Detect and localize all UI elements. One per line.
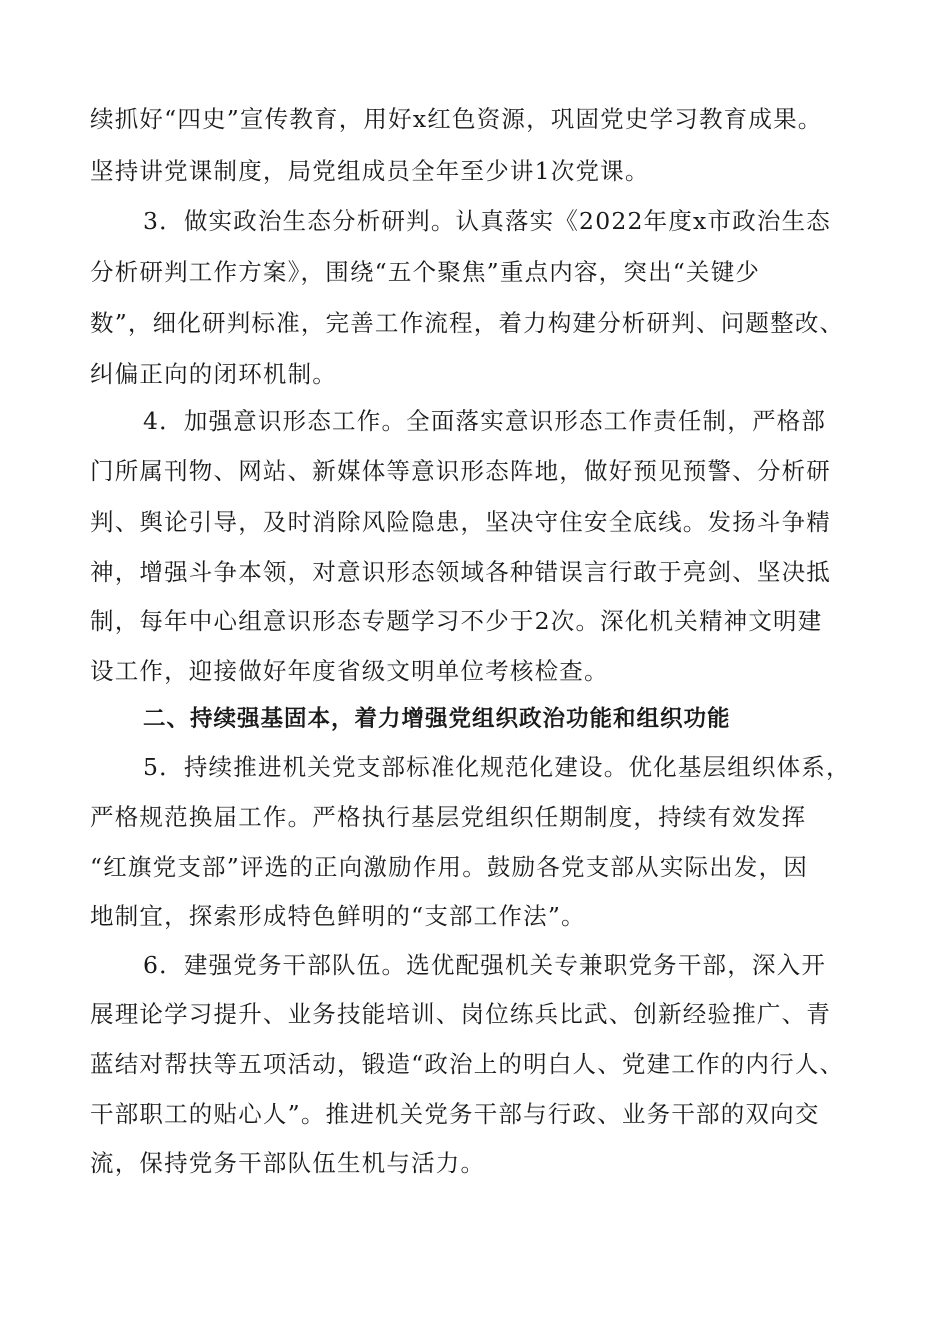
section-heading: 二、持续强基固本，着力增强党组织政治功能和组织功能 <box>143 706 731 732</box>
text-line: 纠偏正向的闭环机制。 <box>90 360 337 388</box>
text-line: 流，保持党务干部队伍生机与活力。 <box>90 1149 486 1177</box>
text-line: 判、舆论引导，及时消除风险隐患，坚决守住安全底线。发扬斗争精 <box>90 508 831 536</box>
text-line: 数”，细化研判标准，完善工作流程，着力构建分析研判、问题整改、 <box>90 309 845 337</box>
text-line: 展理论学习提升、业务技能培训、岗位练兵比武、创新经验推广、青 <box>90 1000 831 1028</box>
text-line: 地制宜，探索形成特色鲜明的“支部工作法”。 <box>90 902 586 930</box>
paragraph-6-start: 6．建强党务干部队伍。选优配强机关专兼职党务干部，深入开 <box>143 951 827 979</box>
text-line: 制，每年中心组意识形态专题学习不少于2次。深化机关精神文明建 <box>90 607 823 635</box>
text-line: 神，增强斗争本领，对意识形态领域各种错误言行敢于亮剑、坚决抵 <box>90 558 831 586</box>
paragraph-4-start: 4．加强意识形态工作。全面落实意识形态工作责任制，严格部 <box>143 407 827 435</box>
text-line: “红旗党支部”评选的正向激励作用。鼓励各党支部从实际出发，因 <box>90 853 809 881</box>
paragraph-5-start: 5．持续推进机关党支部标准化规范化建设。优化基层组织体系， <box>143 753 851 781</box>
paragraph-3-start: 3．做实政治生态分析研判。认真落实《2022年度x市政治生态 <box>143 207 832 235</box>
text-line: 设工作，迎接做好年度省级文明单位考核检查。 <box>90 657 609 685</box>
text-line: 蓝结对帮扶等五项活动，锻造“政治上的明白人、党建工作的内行人、 <box>90 1050 845 1078</box>
text-line: 坚持讲党课制度，局党组成员全年至少讲1次党课。 <box>90 157 650 185</box>
text-line: 干部职工的贴心人”。推进机关党务干部与行政、业务干部的双向交 <box>90 1100 820 1128</box>
text-line: 续抓好“四史”宣传教育，用好x红色资源，巩固党史学习教育成果。 <box>90 105 823 133</box>
text-line: 门所属刊物、网站、新媒体等意识形态阵地，做好预见预警、分析研 <box>90 457 831 485</box>
text-line: 分析研判工作方案》，围绕“五个聚焦”重点内容，突出“关键少 <box>90 258 761 286</box>
text-line: 严格规范换届工作。严格执行基层党组织任期制度，持续有效发挥 <box>90 803 807 831</box>
